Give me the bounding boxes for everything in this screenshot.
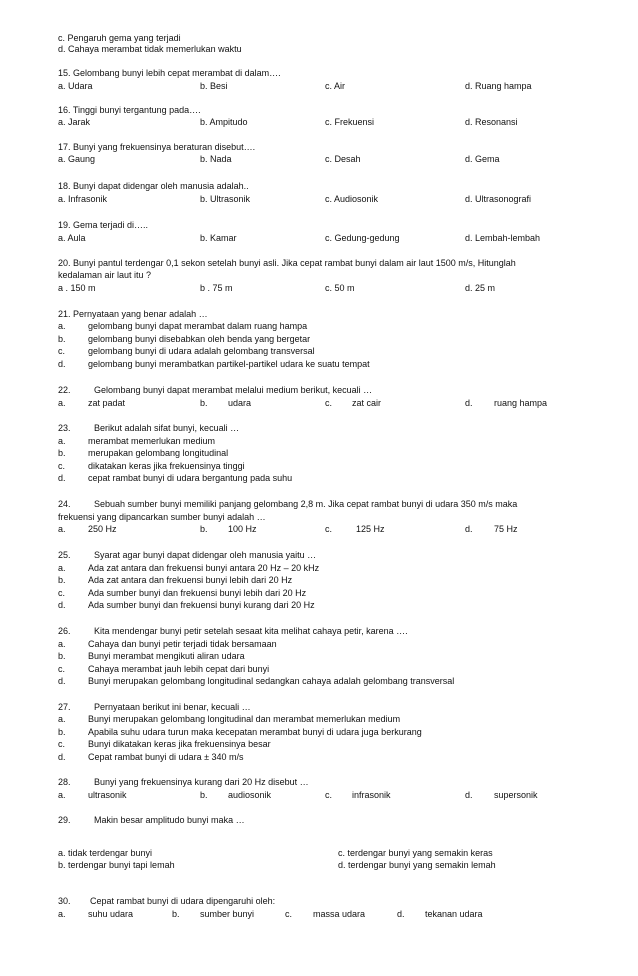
q23-number: 23. bbox=[58, 423, 71, 433]
question-17: 17. Bunyi yang frekuensinya beraturan disebut…. bbox=[58, 142, 256, 152]
q28-label-c: c. bbox=[325, 790, 333, 800]
q26-label-c: c. bbox=[58, 664, 66, 674]
q22-label-b: b. bbox=[200, 398, 208, 408]
q21-option-c: gelombang bunyi di udara adalah gelombang transversal bbox=[88, 346, 315, 356]
q25-label-c: c. bbox=[58, 588, 66, 598]
q30-option-b: sumber bunyi bbox=[200, 909, 255, 919]
q24-label-b: b. bbox=[200, 524, 208, 534]
q28-number: 28. bbox=[58, 777, 71, 787]
q15-option-a: a. Udara bbox=[58, 81, 93, 91]
question-28: Bunyi yang frekuensinya kurang dari 20 Hz disebut … bbox=[94, 777, 309, 787]
q17-option-b: b. Nada bbox=[200, 154, 232, 164]
q30-label-d: d. bbox=[397, 909, 405, 919]
question-16: 16. Tinggi bunyi tergantung pada…. bbox=[58, 105, 201, 115]
q24-option-b: 100 Hz bbox=[228, 524, 257, 534]
q30-label-a: a. bbox=[58, 909, 66, 919]
q30-label-c: c. bbox=[285, 909, 293, 919]
q26-label-a: a. bbox=[58, 639, 66, 649]
q22-number: 22. bbox=[58, 385, 71, 395]
q22-option-d: ruang hampa bbox=[494, 398, 548, 408]
question-15: 15. Gelombang bunyi lebih cepat merambat di dalam…. bbox=[58, 68, 281, 78]
q16-option-c: c. Frekuensi bbox=[325, 117, 375, 127]
q21-label-c: c. bbox=[58, 346, 66, 356]
q19-option-b: b. Kamar bbox=[200, 233, 237, 243]
q29-number: 29. bbox=[58, 815, 71, 825]
question-20-line2: kedalaman air laut itu ? bbox=[58, 270, 152, 280]
q25-label-b: b. bbox=[58, 575, 66, 585]
q27-option-c: Bunyi dikatakan keras jika frekuensinya besar bbox=[88, 739, 271, 749]
prev-option-c: c. Pengaruh gema yang terjadi bbox=[58, 33, 181, 43]
q24-option-d: 75 Hz bbox=[494, 524, 518, 534]
q25-option-a: Ada zat antara dan frekuensi bunyi antara 20 Hz – 20 kHz bbox=[88, 563, 320, 573]
q29-option-a: a. tidak terdengar bunyi bbox=[58, 848, 153, 858]
question-24-line2: frekuensi yang dipancarkan sumber bunyi adalah … bbox=[58, 512, 266, 522]
q21-label-b: b. bbox=[58, 334, 66, 344]
q29-option-c: c. terdengar bunyi yang semakin keras bbox=[338, 848, 493, 858]
q20-option-c: c. 50 m bbox=[325, 283, 355, 293]
question-25: Syarat agar bunyi dapat didengar oleh manusia yaitu … bbox=[94, 550, 317, 560]
q17-option-a: a. Gaung bbox=[58, 154, 96, 164]
q21-option-a: gelombang bunyi dapat merambat dalam ruang hampa bbox=[88, 321, 308, 331]
q18-option-d: d. Ultrasonografi bbox=[465, 194, 532, 204]
q27-option-d: Cepat rambat bunyi di udara ± 340 m/s bbox=[88, 752, 244, 762]
q19-option-d: d. Lembah-lembah bbox=[465, 233, 541, 243]
q21-label-a: a. bbox=[58, 321, 66, 331]
q25-label-d: d. bbox=[58, 600, 66, 610]
q15-option-c: c. Air bbox=[325, 81, 346, 91]
q30-label-b: b. bbox=[172, 909, 180, 919]
q18-option-a: a. Infrasonik bbox=[58, 194, 108, 204]
q24-label-d: d. bbox=[465, 524, 473, 534]
q15-option-d: d. Ruang hampa bbox=[465, 81, 532, 91]
q23-option-b: merupakan gelombang longitudinal bbox=[88, 448, 229, 458]
q27-label-b: b. bbox=[58, 727, 66, 737]
q27-option-a: Bunyi merupakan gelombang longitudinal dan merambat memerlukan medium bbox=[88, 714, 401, 724]
q26-option-c: Cahaya merambat jauh lebih cepat dari bunyi bbox=[88, 664, 270, 674]
q20-option-b: b . 75 m bbox=[200, 283, 233, 293]
q27-number: 27. bbox=[58, 702, 71, 712]
q25-number: 25. bbox=[58, 550, 71, 560]
q23-option-c: dikatakan keras jika frekuensinya tinggi bbox=[88, 461, 245, 471]
q23-option-d: cepat rambat bunyi di udara bergantung pada suhu bbox=[88, 473, 293, 483]
q26-label-b: b. bbox=[58, 651, 66, 661]
q16-option-b: b. Ampitudo bbox=[200, 117, 248, 127]
question-23: Berikut adalah sifat bunyi, kecuali … bbox=[94, 423, 240, 433]
q25-label-a: a. bbox=[58, 563, 66, 573]
question-22: Gelombang bunyi dapat merambat melalui medium berikut, kecuali … bbox=[94, 385, 373, 395]
q26-label-d: d. bbox=[58, 676, 66, 686]
q26-option-a: Cahaya dan bunyi petir terjadi tidak bersamaan bbox=[88, 639, 277, 649]
question-29: Makin besar amplitudo bunyi maka … bbox=[94, 815, 245, 825]
q23-label-c: c. bbox=[58, 461, 66, 471]
q22-label-a: a. bbox=[58, 398, 66, 408]
q17-option-d: d. Gema bbox=[465, 154, 500, 164]
q28-option-b: audiosonik bbox=[228, 790, 272, 800]
q23-option-a: merambat memerlukan medium bbox=[88, 436, 216, 446]
q30-option-d: tekanan udara bbox=[425, 909, 483, 919]
q27-option-b: Apabila suhu udara turun maka kecepatan merambat bunyi di udara juga berkurang bbox=[88, 727, 422, 737]
question-26: Kita mendengar bunyi petir setelah sesaat kita melihat cahaya petir, karena …. bbox=[94, 626, 408, 636]
q28-option-c: infrasonik bbox=[352, 790, 391, 800]
q28-label-a: a. bbox=[58, 790, 66, 800]
q27-label-d: d. bbox=[58, 752, 66, 762]
q23-label-b: b. bbox=[58, 448, 66, 458]
q30-option-c: massa udara bbox=[313, 909, 366, 919]
q28-label-d: d. bbox=[465, 790, 473, 800]
q23-label-d: d. bbox=[58, 473, 66, 483]
q16-option-a: a. Jarak bbox=[58, 117, 91, 127]
q22-label-c: c. bbox=[325, 398, 333, 408]
q18-option-c: c. Audiosonik bbox=[325, 194, 379, 204]
q21-option-d: gelombang bunyi merambatkan partikel-partikel udara ke suatu tempat bbox=[88, 359, 370, 369]
q24-label-a: a. bbox=[58, 524, 66, 534]
q19-option-c: c. Gedung-gedung bbox=[325, 233, 400, 243]
q20-option-a: a . 150 m bbox=[58, 283, 96, 293]
q24-label-c: c. bbox=[325, 524, 333, 534]
q29-option-d: d. terdengar bunyi yang semakin lemah bbox=[338, 860, 496, 870]
q25-option-d: Ada sumber bunyi dan frekuensi bunyi kurang dari 20 Hz bbox=[88, 600, 315, 610]
q24-number: 24. bbox=[58, 499, 71, 509]
question-20-line1: 20. Bunyi pantul terdengar 0,1 sekon setelah bunyi asli. Jika cepat rambat bunyi dalam air laut 1500 m/s, Hitunglah bbox=[58, 258, 516, 268]
q19-option-a: a. Aula bbox=[58, 233, 86, 243]
q22-label-d: d. bbox=[465, 398, 473, 408]
q15-option-b: b. Besi bbox=[200, 81, 228, 91]
q26-number: 26. bbox=[58, 626, 71, 636]
q24-option-a: 250 Hz bbox=[88, 524, 117, 534]
q18-option-b: b. Ultrasonik bbox=[200, 194, 251, 204]
question-27: Pernyataan berikut ini benar, kecuali … bbox=[94, 702, 251, 712]
q27-label-a: a. bbox=[58, 714, 66, 724]
q24-option-c: 125 Hz bbox=[356, 524, 385, 534]
q28-option-d: supersonik bbox=[494, 790, 538, 800]
prev-option-d: d. Cahaya merambat tidak memerlukan waktu bbox=[58, 44, 242, 54]
question-24-line1: Sebuah sumber bunyi memiliki panjang gelombang 2,8 m. Jika cepat rambat bunyi di udara 350 m/s maka bbox=[94, 499, 518, 509]
q25-option-b: Ada zat antara dan frekuensi bunyi lebih dari 20 Hz bbox=[88, 575, 293, 585]
q26-option-d: Bunyi merupakan gelombang longitudinal sedangkan cahaya adalah gelombang transversal bbox=[88, 676, 455, 686]
question-30: Cepat rambat bunyi di udara dipengaruhi oleh: bbox=[90, 896, 276, 906]
q26-option-b: Bunyi merambat mengikuti aliran udara bbox=[88, 651, 245, 661]
q20-option-d: d. 25 m bbox=[465, 283, 496, 293]
q21-option-b: gelombang bunyi disebabkan oleh benda yang bergetar bbox=[88, 334, 311, 344]
question-21: 21. Pernyataan yang benar adalah … bbox=[58, 309, 208, 319]
q25-option-c: Ada sumber bunyi dan frekuensi bunyi lebih dari 20 Hz bbox=[88, 588, 307, 598]
q22-option-c: zat cair bbox=[352, 398, 382, 408]
q29-option-b: b. terdengar bunyi tapi lemah bbox=[58, 860, 175, 870]
q28-option-a: ultrasonik bbox=[88, 790, 127, 800]
q23-label-a: a. bbox=[58, 436, 66, 446]
question-19: 19. Gema terjadi di….. bbox=[58, 220, 149, 230]
q22-option-a: zat padat bbox=[88, 398, 126, 408]
q30-option-a: suhu udara bbox=[88, 909, 134, 919]
q27-label-c: c. bbox=[58, 739, 66, 749]
q17-option-c: c. Desah bbox=[325, 154, 361, 164]
q22-option-b: udara bbox=[228, 398, 252, 408]
q30-number: 30. bbox=[58, 896, 71, 906]
question-18: 18. Bunyi dapat didengar oleh manusia adalah.. bbox=[58, 181, 249, 191]
q21-label-d: d. bbox=[58, 359, 66, 369]
q28-label-b: b. bbox=[200, 790, 208, 800]
q16-option-d: d. Resonansi bbox=[465, 117, 518, 127]
